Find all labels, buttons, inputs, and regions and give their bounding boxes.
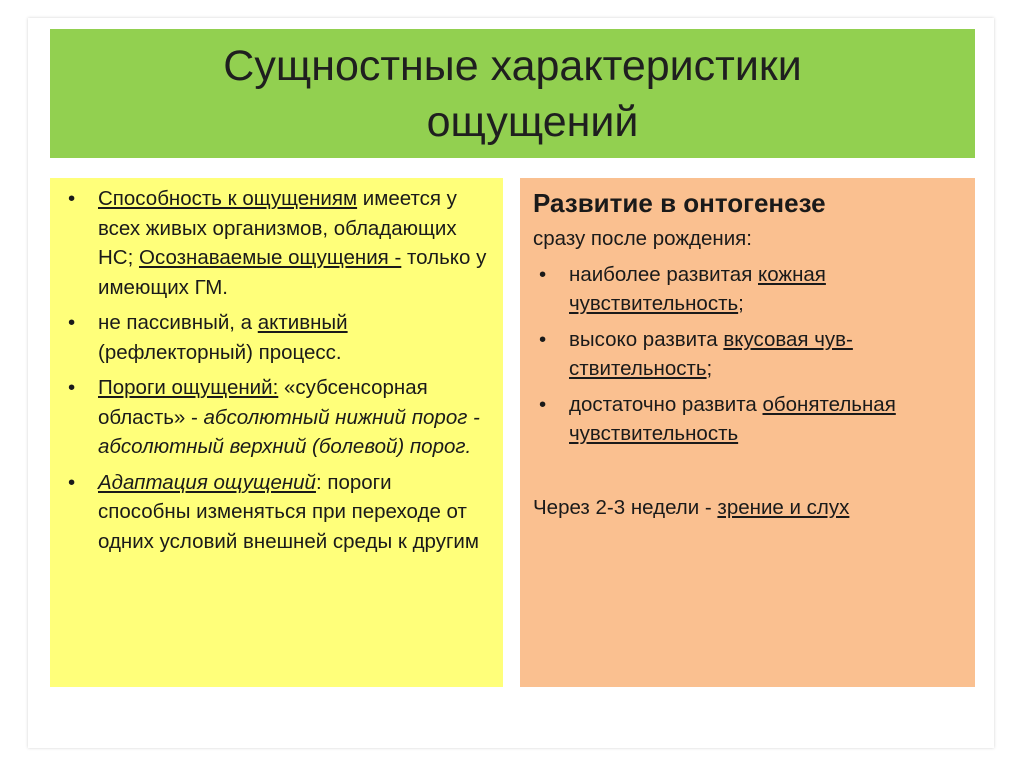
bullet-icon: •	[68, 187, 76, 210]
text-underlined: вкусовая чув-ствительность	[569, 327, 853, 380]
text: достаточно развита	[569, 392, 763, 416]
right-content-box	[520, 178, 975, 687]
left-content-box	[50, 178, 503, 687]
text: Через 2-3 недели -	[533, 495, 718, 519]
list-item	[62, 184, 489, 302]
bullet-icon: •	[68, 470, 76, 494]
list-item	[62, 468, 489, 557]
title-line-1: Сущностные характеристики	[223, 41, 802, 90]
text: имеется у всех живых организмов, обладающих НС;	[98, 187, 457, 269]
text: (рефлекторный) процесс.	[98, 340, 342, 364]
text-underlined-italic: Адаптация ощущений	[98, 470, 316, 494]
list-item	[62, 373, 489, 462]
right-heading: Развитие в онтогенезе	[533, 188, 826, 218]
right-footer	[533, 493, 965, 523]
right-bullet-list	[533, 260, 965, 449]
text: «субсенсорная область» -	[98, 376, 428, 429]
bullet-icon: •	[539, 392, 547, 416]
text-underlined: Способность к ощущениям	[98, 187, 358, 210]
left-bullet-list	[62, 184, 489, 556]
list-item	[62, 308, 489, 367]
text-underlined: активный	[257, 311, 348, 334]
text-underlined: кожная чувствительность	[569, 262, 826, 315]
bullet-icon: •	[68, 311, 76, 334]
text-underlined: Осознаваемые ощущения -	[139, 246, 402, 269]
text-underlined: обонятельная чувствительность	[569, 392, 896, 445]
text: не пассивный, а	[98, 311, 258, 334]
text: ;	[738, 292, 744, 315]
list-item	[533, 260, 965, 319]
text: наиболее развитая	[569, 262, 758, 286]
bullet-icon: •	[68, 376, 76, 399]
list-item	[533, 390, 965, 449]
right-subtitle: сразу после рождения:	[533, 227, 752, 250]
text-underlined: зрение и слух	[717, 495, 850, 519]
text: ;	[706, 357, 713, 380]
bullet-icon: •	[539, 262, 547, 286]
text: высоко развита	[569, 327, 724, 351]
text-italic: абсолютный нижний порог - абсолютный верхний (болевой) порог.	[98, 405, 480, 458]
bullet-icon: •	[539, 327, 547, 351]
list-item	[533, 325, 965, 384]
slide-title	[223, 38, 801, 150]
title-bar	[50, 29, 975, 158]
title-line-2: ощущений	[426, 97, 639, 146]
text: : пороги способны изменяться при переходе от одних условий внешней среды к другим	[98, 470, 479, 553]
text-underlined: Пороги ощущений:	[98, 376, 279, 399]
text: только у имеющих ГМ.	[98, 246, 487, 299]
